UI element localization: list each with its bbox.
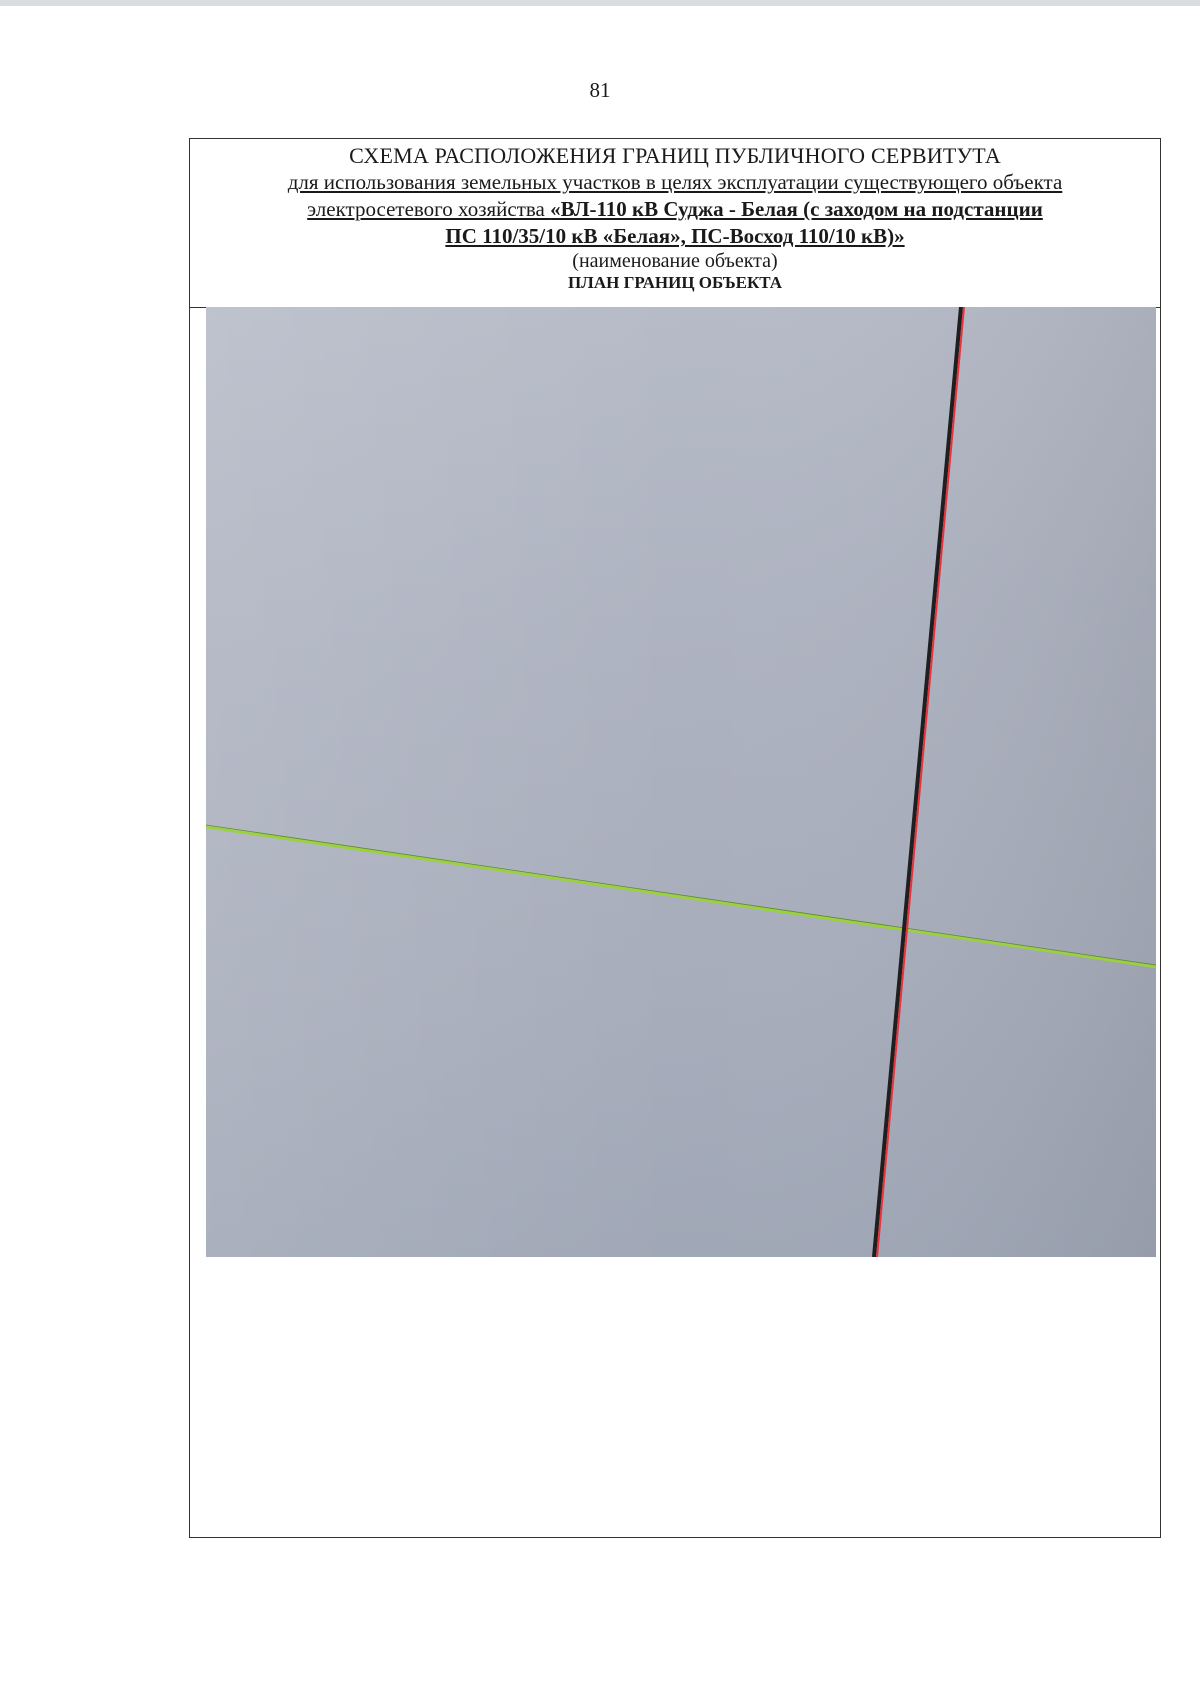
schema-header (190, 139, 1160, 308)
schema-object-line (190, 196, 1160, 223)
object-name-caption: (наименование объекта) (572, 250, 778, 272)
map-image (206, 307, 1156, 1257)
schema-object-line-2 (190, 223, 1160, 250)
object-name-part1: «ВЛ-110 кВ Суджа - Белая (с заходом на подстанции (550, 197, 1043, 221)
page-number: 81 (589, 78, 611, 102)
plan-title: ПЛАН ГРАНИЦ ОБЪЕКТА (567, 273, 783, 292)
schema-frame (189, 138, 1161, 1538)
page-edge (0, 0, 1200, 6)
schema-purpose-line: для использования земельных участков в целях эксплуатации существующего объекта (287, 170, 1063, 194)
schema-title: СХЕМА РАСПОЛОЖЕНИЯ ГРАНИЦ ПУБЛИЧНОГО СЕРВИТУТА (349, 143, 1001, 168)
object-name-part2: ПС 110/35/10 кВ «Белая», ПС-Восход 110/10 кВ)» (445, 224, 905, 248)
map-shading (206, 307, 1156, 1257)
object-prefix: электросетевого хозяйства (307, 197, 551, 221)
map-overlay (206, 307, 1156, 1257)
